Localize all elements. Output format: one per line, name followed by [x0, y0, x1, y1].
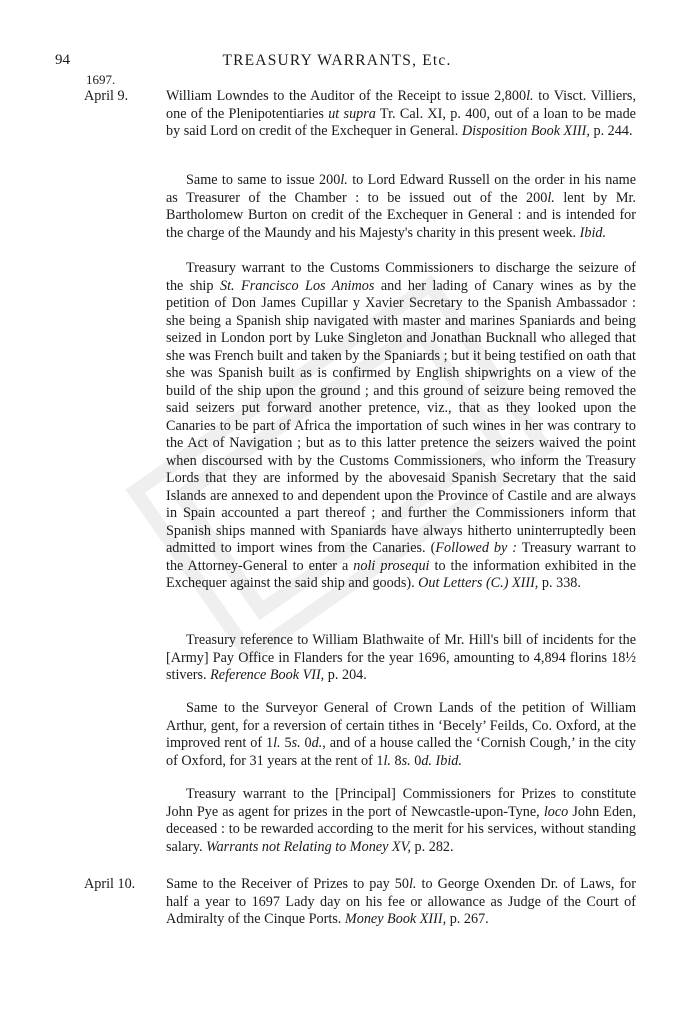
- italic-run: Warrants not Relating to Money XV,: [206, 838, 411, 855]
- italic-run: Out Letters (C.) XIII,: [418, 575, 539, 591]
- text-run: 0: [300, 735, 312, 751]
- text-run: Treasury warrant to the Customs Commissioners to discharge the seizure of the ship: [166, 260, 636, 294]
- italic-run: Followed by :: [435, 540, 518, 556]
- italic-run: d.: [421, 752, 432, 769]
- entry-text: [166, 786, 636, 856]
- italic-run: l.: [383, 752, 391, 769]
- text-run: William Lowndes to the Auditor of the Receipt to issue 2,800: [166, 88, 527, 104]
- entry-text: [166, 632, 636, 685]
- entry-4: [166, 632, 636, 685]
- text-run: p. 244.: [589, 123, 633, 139]
- entry-7: [84, 876, 636, 929]
- entry-1: [84, 88, 636, 141]
- text-run: and her lading of Canary wines as by the petition of Don James Cupillar y Xavier Secretary to the Spanish Ambassador : she being a Spanish ship navigated with master and marines Spaniards and being seized in London port by Luke Singleton and Jonathan Bucknall who alleged that she was French built and taken by the Spaniards ; but it being testified on oath that she was Spanish built as is confirmed by English shipwrights on a view of the build of the ship upon the ground ; and this ground of seizure being removed the said seizers put forward another pretence, viz., that as they looked upon the Canaries to be part of Africa the importation of such wines in her was contrary to the Act of Navigation ; but as to this latter pretence the seizers waived the point when discoursed with by the Customs Commissioners, who inform the Treasury Lords that they are informed by the abovesaid Spanish Secretary that the said Islands are annexed to and dependent upon the Province of Castile and are always in Spain accounted a part thereof ; and further the Commissioners inform that Spanish ships manned with Spaniards have always hitherto uninterruptedly been admitted to import wines from the Canaries. (: [166, 277, 637, 556]
- text-run: Treasury warrant to the Attorney-General to enter a: [166, 540, 636, 574]
- text-run: p. 267.: [446, 911, 489, 927]
- entry-text: [166, 700, 636, 770]
- text-run: 8: [390, 752, 402, 769]
- page-number: 94: [55, 52, 70, 68]
- text-run: to Visct. Villiers, one of the Plenipotentiaries: [166, 88, 636, 122]
- entry-date: April 10.: [84, 876, 136, 892]
- text-run: p. 204.: [324, 667, 367, 683]
- text-run: Same to the Receiver of Prizes to pay 50: [166, 876, 409, 892]
- text-run: Same to same to issue 200: [186, 172, 341, 188]
- italic-run: s.: [291, 735, 301, 751]
- text-run: John Eden, deceased : to be rewarded according to the merit for his services, without standing salary.: [166, 803, 636, 855]
- text-run: lent by Mr. Bartholomew Burton on credit of the Exchequer in General : and is intended for the charge of the Maundy and his Majesty's charity in this present week.: [166, 189, 636, 241]
- text-run: Treasury warrant to the [Principal] Commissioners for Prizes to constitute John Pye as agent for prizes in the port of Newcastle-upon-Tyne,: [166, 786, 636, 820]
- text-run: , and of a house called the ‘Cornish Cough,’ in the city of Oxford, for 31 years at the rent of 1: [166, 735, 637, 769]
- text-run: Same to the Surveyor General of Crown Lands of the petition of William Arthur, gent, for a reversion of certain tithes in ‘Becely’ Feilds, Co. Oxford, at the improved rent of 1: [166, 700, 636, 751]
- text-run: to George Oxenden Dr. of Laws, for half a year to 1697 Lady day on his fee or allowance as Judge of the Court of Admiralty of the Cinque Ports.: [166, 876, 636, 927]
- italic-run: Reference Book VII,: [210, 667, 325, 683]
- entry-text: [166, 260, 636, 593]
- entry-6: [166, 786, 636, 856]
- italic-run: Disposition Book XIII,: [461, 123, 590, 139]
- italic-run: noli prosequi: [353, 557, 430, 574]
- entry-2: [166, 172, 636, 242]
- page-header: [0, 52, 674, 72]
- entry-date: April 9.: [84, 88, 129, 104]
- italic-run: l.: [526, 88, 534, 104]
- running-title: TREASURY WARRANTS, Etc.: [222, 52, 452, 69]
- entry-5: [166, 700, 636, 770]
- italic-run: ut supra: [328, 105, 376, 122]
- entry-text: [166, 172, 636, 242]
- italic-run: l.: [340, 172, 348, 188]
- text-run: Treasury reference to William Blathwaite of Mr. Hill's bill of incidents for the [Army] Pay Office in Flanders for the year 1696, amounting to 4,894 florins 18½ stivers.: [166, 632, 636, 683]
- italic-run: loco: [543, 803, 569, 820]
- italic-run: l.: [408, 876, 417, 892]
- entry-text: [166, 876, 636, 929]
- italic-run: l.: [547, 189, 555, 206]
- text-run: to Lord Edward Russell on the order in his name as Treasurer of the Chamber : to be issued out of the 200: [166, 172, 636, 206]
- italic-run: s.: [401, 752, 411, 769]
- entry-3: [166, 260, 636, 593]
- italic-run: Ibid.: [435, 752, 462, 769]
- entry-text: [166, 88, 636, 141]
- text-run: to the information exhibited in the Exchequer against the said ship and goods).: [166, 557, 637, 591]
- italic-run: Money Book XIII,: [344, 911, 447, 927]
- text-run: p. 338.: [538, 575, 581, 591]
- text-run: p. 282.: [410, 838, 454, 855]
- year-marker: 1697.: [86, 72, 116, 87]
- italic-run: d.: [311, 735, 323, 751]
- italic-run: St. Francisco Los Animos: [219, 277, 375, 294]
- italic-run: Ibid.: [579, 224, 607, 241]
- text-run: 5: [280, 735, 292, 751]
- italic-run: l.: [273, 735, 281, 751]
- text-run: Tr. Cal. XI, p. 400, out of a loan to be made by said Lord on credit of the Exchequer in General.: [166, 105, 636, 139]
- text-run: 0: [410, 752, 422, 769]
